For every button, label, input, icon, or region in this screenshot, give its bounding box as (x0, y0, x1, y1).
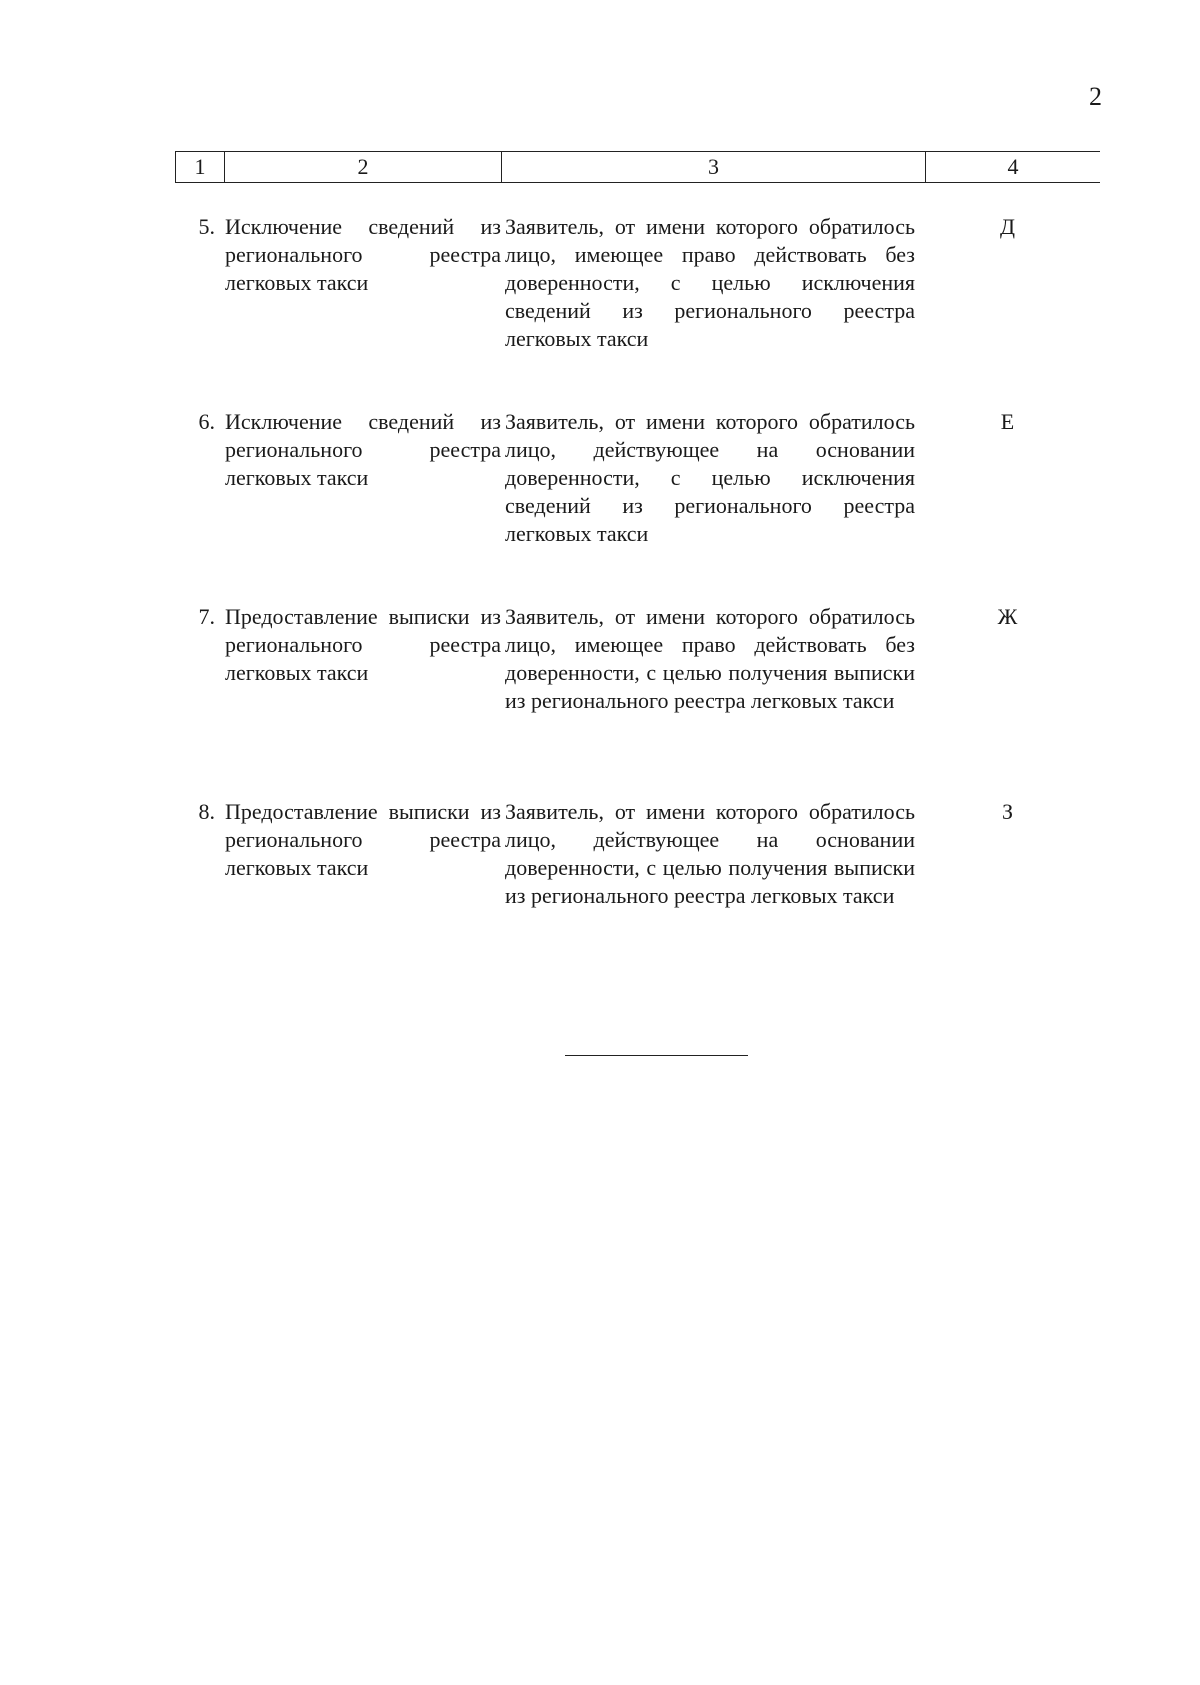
table-row (175, 408, 1100, 548)
table-header (175, 151, 1100, 183)
column-header-3: 3 (502, 152, 926, 182)
end-of-document-rule (565, 1055, 748, 1056)
column-header-4: 4 (1007, 154, 1019, 179)
service-name: Исключение сведений из регионального реестра легковых такси (225, 409, 501, 490)
table-row (175, 798, 1100, 910)
row-number: 6. (198, 409, 215, 434)
column-header-2: 2 (225, 152, 502, 182)
applicant-description: Заявитель, от имени которого обратилось лицо, действующее на основании доверенности, с целью исключения сведений из регионального реестра легковых такси (505, 409, 915, 546)
variant-code: З (1001, 799, 1014, 824)
variant-code: Е (1000, 409, 1015, 434)
page-number: 2 (1089, 82, 1102, 111)
applicant-description: Заявитель, от имени которого обратилось лицо, имеющее право действовать без доверенности, с целью исключения сведений из регионального реестра легковых такси (505, 214, 915, 351)
row-number: 7. (198, 604, 215, 629)
column-header-1: 1 (175, 152, 225, 182)
table-row (175, 213, 1100, 353)
variant-code: Ж (997, 604, 1018, 629)
row-number: 5. (198, 214, 215, 239)
service-name: Предоставление выписки из регионального реестра легковых такси (225, 799, 501, 880)
applicant-description: Заявитель, от имени которого обратилось лицо, действующее на основании доверенности, с целью получения выписки из регионального реестра легковых такси (505, 799, 915, 908)
service-name: Предоставление выписки из регионального реестра легковых такси (225, 604, 501, 685)
applicant-description: Заявитель, от имени которого обратилось лицо, имеющее право действовать без доверенности, с целью получения выписки из регионального реестра легковых такси (505, 604, 915, 713)
row-number: 8. (198, 799, 215, 824)
variant-code: Д (999, 214, 1015, 239)
service-name: Исключение сведений из регионального реестра легковых такси (225, 214, 501, 295)
table-row (175, 603, 1100, 715)
